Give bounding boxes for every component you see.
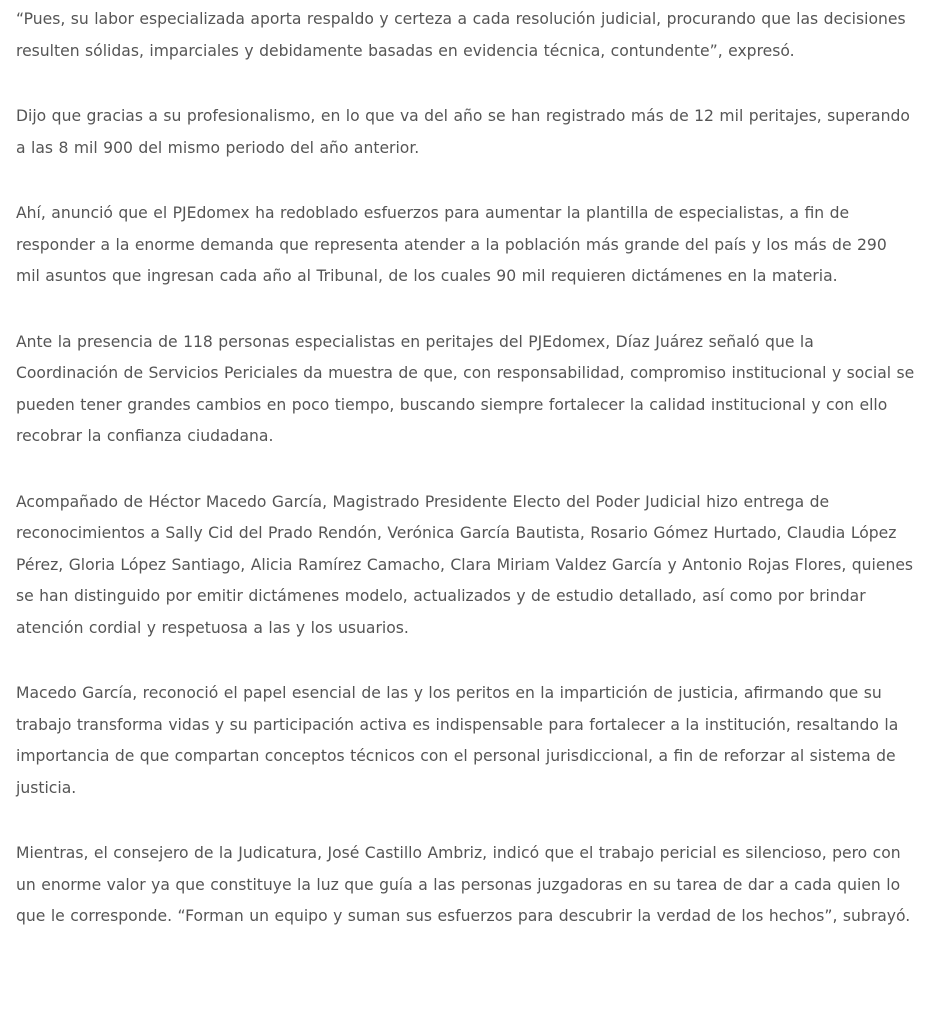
paragraph-quote-labor: “Pues, su labor especializada aporta respaldo y certeza a cada resolución judicial, procurando que las decisiones resulten sólidas, imparciales y debidamente basadas en evidencia técnica, contundente”, expresó.: [16, 10, 906, 60]
paragraph-reconocimientos: Acompañado de Héctor Macedo García, Magistrado Presidente Electo del Poder Judicial hizo entrega de reconocimientos a Sally Cid del Prado Rendón, Verónica García Bautista, Rosario Gómez Hurtado, Claudia López Pérez, Gloria López Santiago, Alicia Ramírez Camacho, Clara Miriam Valdez García y Antonio Rojas Flores, quienes se han distinguido por emitir dictámenes modelo, actualizados y de estudio detallado, así como por brindar atención cordial y respetuosa a las y los usuarios.: [16, 492, 914, 637]
paragraph-plantilla: Ahí, anunció que el PJEdomex ha redoblado esfuerzos para aumentar la plantilla de especialistas, a fin de responder a la enorme demanda que representa atender a la población más grande del país y los más de 290 mil asuntos que ingresan cada año al Tribunal, de los cuales 90 mil requieren dictámenes en la materia.: [16, 204, 887, 285]
paragraph-macedo: Macedo García, reconoció el papel esencial de las y los peritos en la impartición de justicia, afirmando que su trabajo transforma vidas y su participación activa es indispensable para fortalecer a la institución, resaltando la importancia de que compartan conceptos técnicos con el personal jurisdiccional, a fin de reforzar al sistema de justicia.: [16, 684, 899, 797]
paragraph-coordinacion: Ante la presencia de 118 personas especialistas en peritajes del PJEdomex, Díaz Juárez señaló que la Coordinación de Servicios Periciales da muestra de que, con responsabilidad, compromiso institucional y social se pueden tener grandes cambios en poco tiempo, buscando siempre fortalecer la calidad institucional y con ello recobrar la confianza ciudadana.: [16, 332, 915, 445]
article-body: [16, 4, 916, 933]
paragraph-castillo: Mientras, el consejero de la Judicatura, José Castillo Ambriz, indicó que el trabajo pericial es silencioso, pero con un enorme valor ya que constituye la luz que guía a las personas juzgadoras en su tarea de dar a cada quien lo que le corresponde. “Forman un equipo y suman sus esfuerzos para descubrir la verdad de los hechos”, subrayó.: [16, 844, 911, 925]
paragraph-peritajes-count: Dijo que gracias a su profesionalismo, en lo que va del año se han registrado más de 12 mil peritajes, superando a las 8 mil 900 del mismo periodo del año anterior.: [16, 107, 910, 157]
